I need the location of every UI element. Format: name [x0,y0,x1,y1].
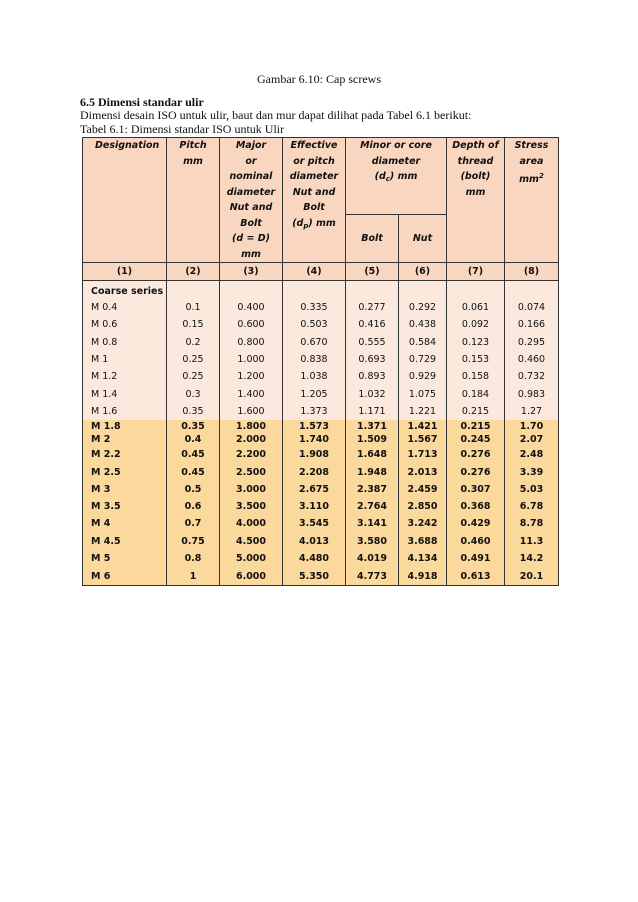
value-cell: 0.307 [447,481,505,498]
body-paragraph: Dimensi desain ISO untuk ulir, baut dan mur dapat dilihat pada Tabel 6.1 berikut: [80,108,472,122]
header-depth-of-thread [447,138,505,263]
group-label-row [83,281,559,300]
table-row [83,481,559,498]
column-number-row [83,263,559,281]
table-row [83,351,559,368]
table-cell [283,281,346,300]
value-cell: 0.670 [283,334,346,351]
value-cell: 0.153 [447,351,505,368]
header-line: Pitch [179,140,207,151]
value-cell: 1.075 [399,385,447,402]
value-cell: 2.000 [220,432,283,446]
value-cell: 4.019 [346,550,399,567]
header-stress-area [505,138,559,263]
value-cell: 1.600 [220,403,283,420]
value-cell: 1.573 [283,420,346,432]
value-cell: 2.764 [346,498,399,515]
value-cell: 1.908 [283,446,346,463]
value-cell: 1.000 [220,351,283,368]
column-number: (4) [283,263,346,281]
designation-cell: M 1.6 [83,403,167,420]
value-cell: 0.416 [346,316,399,333]
value-cell: 0.729 [399,351,447,368]
header-nut: Nut [399,215,447,263]
value-cell: 1.713 [399,446,447,463]
header-line: (d = D) [232,233,270,244]
value-cell: 0.6 [167,498,220,515]
designation-cell: M 1.2 [83,368,167,385]
header-line: area [519,155,544,167]
table-cell [399,281,447,300]
designation-cell: M 2.5 [83,463,167,480]
designation-cell: M 6 [83,567,167,586]
value-cell: 0.184 [447,385,505,402]
column-number: (3) [220,263,283,281]
table-row [83,299,559,316]
value-cell: 1.038 [283,368,346,385]
value-cell: 0.35 [167,403,220,420]
value-cell: 0.983 [505,385,559,402]
header-line: diameter [226,186,276,198]
designation-cell: M 0.6 [83,316,167,333]
header-bolt: Bolt [346,215,399,263]
value-cell: 0.8 [167,550,220,567]
coarse-series-body [83,281,559,421]
table-row [83,368,559,385]
value-cell: 0.613 [447,567,505,586]
value-cell: 20.1 [505,567,559,586]
table-cell [447,281,505,300]
iso-thread-table [82,137,559,586]
value-cell: 0.584 [399,334,447,351]
value-cell: 0.491 [447,550,505,567]
table-row [83,432,559,446]
figure-caption: Gambar 6.10: Cap screws [257,72,381,86]
header-designation [83,138,167,263]
unit: ) mm [308,217,336,229]
value-cell: 1 [167,567,220,586]
value-cell: 11.3 [505,533,559,550]
table-row [83,550,559,567]
header-line: Bolt [240,217,262,229]
column-number: (6) [399,263,447,281]
value-cell: 0.061 [447,299,505,316]
column-number: (2) [167,263,220,281]
value-cell: 1.70 [505,420,559,432]
designation-cell: M 1.8 [83,420,167,432]
value-cell: 0.838 [283,351,346,368]
value-cell: 0.245 [447,432,505,446]
value-cell: 2.459 [399,481,447,498]
header-line: diameter [289,171,339,182]
header-minor-diameter [346,138,447,215]
table-row [83,334,559,351]
designation-cell: M 4 [83,515,167,532]
value-cell: 5.000 [220,550,283,567]
header-line: mm [241,248,261,260]
value-cell: 0.503 [283,316,346,333]
value-cell: 1.371 [346,420,399,432]
designation-cell: M 3 [83,481,167,498]
header-line: Nut and [292,186,336,198]
subscript: p [303,221,309,230]
table-row [83,385,559,402]
header-line [505,169,558,188]
designation-cell: M 5 [83,550,167,567]
value-cell: 0.800 [220,334,283,351]
header-pitch [167,138,220,263]
table-row [83,515,559,532]
value-cell: 1.648 [346,446,399,463]
value-cell: 1.373 [283,403,346,420]
table-row [83,463,559,480]
value-cell: 0.893 [346,368,399,385]
value-cell: 4.000 [220,515,283,532]
value-cell: 0.277 [346,299,399,316]
value-cell: 0.123 [447,334,505,351]
value-cell: 0.600 [220,316,283,333]
header-line: or pitch [293,155,335,167]
value-cell: 0.2 [167,334,220,351]
symbol: (d [374,171,386,182]
value-cell: 0.7 [167,515,220,532]
value-cell: 2.675 [283,481,346,498]
value-cell: 3.688 [399,533,447,550]
designation-cell: M 2 [83,432,167,446]
value-cell: 0.166 [505,316,559,333]
value-cell: 0.35 [167,420,220,432]
value-cell: 3.242 [399,515,447,532]
value-cell: 0.4 [167,432,220,446]
value-cell: 6.000 [220,567,283,586]
column-number: (8) [505,263,559,281]
header-major-diameter [220,138,283,263]
table-cell [346,281,399,300]
table-row [83,446,559,463]
header-line: nominal [229,171,273,182]
designation-cell: M 1.4 [83,385,167,402]
value-cell: 3.110 [283,498,346,515]
value-cell: 0.215 [447,420,505,432]
table-row [83,567,559,586]
table-cell [505,281,559,300]
value-cell: 0.438 [399,316,447,333]
header-line: diameter [371,155,421,167]
value-cell: 0.092 [447,316,505,333]
value-cell: 0.429 [447,515,505,532]
value-cell: 1.948 [346,463,399,480]
header-line: or [245,155,257,167]
value-cell: 0.215 [447,403,505,420]
value-cell: 4.134 [399,550,447,567]
designation-cell: M 1 [83,351,167,368]
table-row [83,420,559,432]
value-cell: 0.929 [399,368,447,385]
value-cell: 0.3 [167,385,220,402]
value-cell: 1.221 [399,403,447,420]
header-line: Depth of [452,140,499,151]
value-cell: 2.387 [346,481,399,498]
value-cell: 6.78 [505,498,559,515]
header-line: mm [183,155,203,167]
value-cell: 0.25 [167,368,220,385]
value-cell: 0.75 [167,533,220,550]
value-cell: 4.013 [283,533,346,550]
value-cell: 8.78 [505,515,559,532]
table-row [83,403,559,420]
value-cell: 1.800 [220,420,283,432]
value-cell: 0.158 [447,368,505,385]
highlighted-series-body [83,420,559,586]
value-cell: 5.350 [283,567,346,586]
value-cell: 0.295 [505,334,559,351]
value-cell: 0.276 [447,446,505,463]
value-cell: 0.15 [167,316,220,333]
designation-cell: M 0.8 [83,334,167,351]
value-cell: 0.368 [447,498,505,515]
value-cell: 0.1 [167,299,220,316]
value-cell: 0.555 [346,334,399,351]
header-line [283,216,345,235]
header-line: (bolt) [460,171,491,182]
header-line: thread [457,155,494,167]
value-cell: 2.200 [220,446,283,463]
value-cell: 0.335 [283,299,346,316]
value-cell: 4.773 [346,567,399,586]
value-cell: 0.732 [505,368,559,385]
header-effective-diameter [283,138,346,263]
value-cell: 2.48 [505,446,559,463]
value-cell: 1.567 [399,432,447,446]
value-cell: 14.2 [505,550,559,567]
symbol: (d [292,217,304,229]
value-cell: 0.45 [167,446,220,463]
column-number: (7) [447,263,505,281]
value-cell: 3.141 [346,515,399,532]
header-line: Nut and [229,202,273,213]
value-cell: 1.509 [346,432,399,446]
table-caption: Tabel 6.1: Dimensi standar ISO untuk Ulir [80,122,285,136]
table-row [83,316,559,333]
table-cell [220,281,283,300]
value-cell: 4.480 [283,550,346,567]
value-cell: 2.208 [283,463,346,480]
value-cell: 5.03 [505,481,559,498]
value-cell: 1.171 [346,403,399,420]
value-cell: 3.39 [505,463,559,480]
value-cell: 3.580 [346,533,399,550]
table-cell [167,281,220,300]
designation-cell: M 0.4 [83,299,167,316]
section-heading: 6.5 Dimensi standar ulir [80,95,204,109]
value-cell: 2.850 [399,498,447,515]
value-cell: 0.460 [505,351,559,368]
column-number: (5) [346,263,399,281]
header-line: mm [465,186,486,198]
value-cell: 0.400 [220,299,283,316]
unit: ) mm [389,171,418,182]
designation-cell: M 3.5 [83,498,167,515]
header-designation-text: Designation [95,140,160,151]
header-line [346,169,446,188]
header-line: Stress [514,140,549,151]
value-cell: 1.205 [283,385,346,402]
value-cell: 3.000 [220,481,283,498]
value-cell: 0.5 [167,481,220,498]
superscript: 2 [538,172,544,180]
value-cell: 0.25 [167,351,220,368]
column-number: (1) [83,263,167,281]
table-row [83,498,559,515]
value-cell: 0.45 [167,463,220,480]
value-cell: 0.074 [505,299,559,316]
subscript: c [385,175,390,183]
header-line: Bolt [303,202,325,213]
header-line: Effective [290,140,338,151]
table-row [83,533,559,550]
value-cell: 1.200 [220,368,283,385]
value-cell: 3.500 [220,498,283,515]
value-cell: 1.400 [220,385,283,402]
designation-cell: M 4.5 [83,533,167,550]
value-cell: 3.545 [283,515,346,532]
header-line: Major [235,140,267,151]
value-cell: 0.460 [447,533,505,550]
header-line: Minor or core [360,140,432,151]
value-cell: 1.032 [346,385,399,402]
group-label: Coarse series [83,281,167,300]
value-cell: 0.292 [399,299,447,316]
unit: mm [519,174,539,185]
value-cell: 0.693 [346,351,399,368]
value-cell: 2.07 [505,432,559,446]
value-cell: 1.421 [399,420,447,432]
table-header [83,138,559,281]
value-cell: 1.740 [283,432,346,446]
value-cell: 4.918 [399,567,447,586]
designation-cell: M 2.2 [83,446,167,463]
value-cell: 2.500 [220,463,283,480]
value-cell: 0.276 [447,463,505,480]
value-cell: 2.013 [399,463,447,480]
value-cell: 4.500 [220,533,283,550]
value-cell: 1.27 [505,403,559,420]
